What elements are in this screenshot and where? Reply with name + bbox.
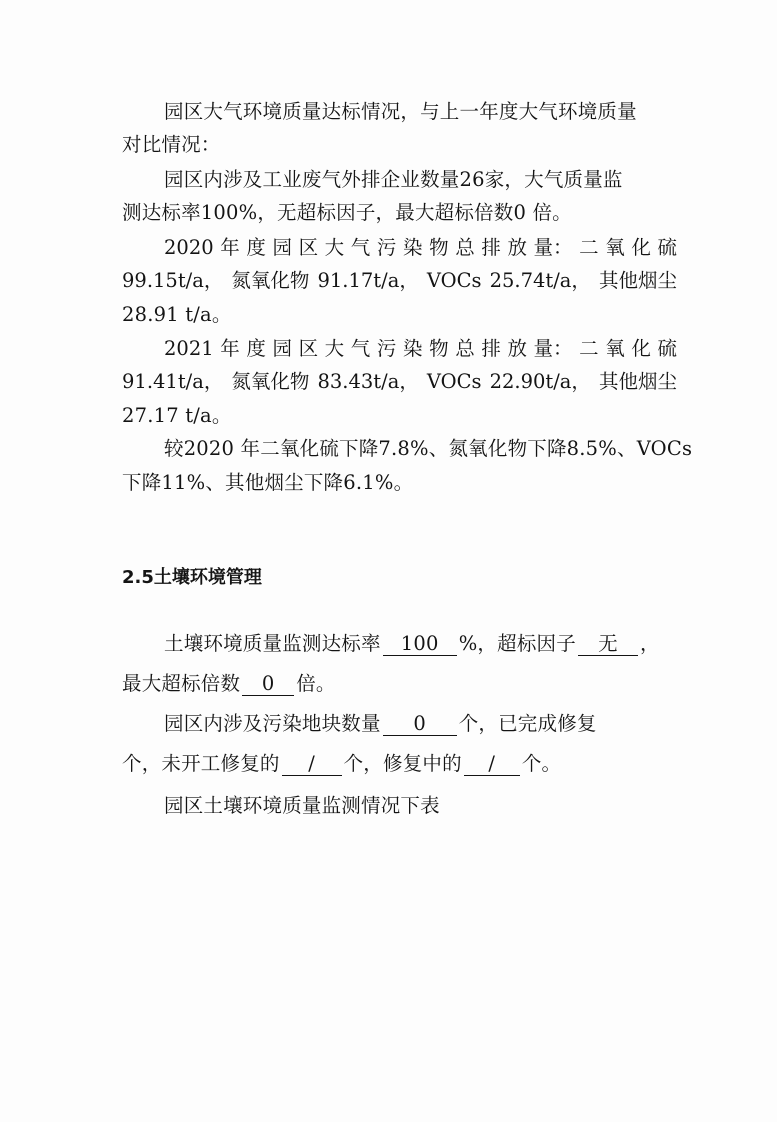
word: 气	[350, 236, 371, 259]
word: 总	[455, 236, 475, 259]
word: 2021	[164, 337, 214, 360]
plots-repaired-label: 个，已完成修复	[458, 712, 597, 735]
word: 污	[376, 337, 397, 360]
word: 排	[481, 236, 501, 259]
word: 度	[246, 236, 266, 259]
polluted-plots-line2	[122, 751, 561, 777]
word: 其他烟尘	[598, 370, 677, 393]
plots-in-progress-value: /	[464, 753, 520, 776]
word: 氧	[605, 236, 625, 259]
word: 氮氧化物	[231, 269, 310, 292]
word: 染	[403, 236, 423, 259]
polluted-plots-line1	[164, 711, 597, 737]
para-comparison-line2: 下降11%、其他烟尘下降6.1%。	[122, 471, 414, 494]
word: 区	[298, 236, 319, 259]
word: 物	[429, 337, 449, 360]
word: 83.43t/a，	[317, 370, 419, 393]
word: 91.17t/a，	[317, 269, 419, 292]
soil-line1-end: ，	[639, 632, 660, 655]
word: 量：	[533, 236, 573, 259]
plots-line2-end: 个。	[521, 752, 562, 775]
word: 大	[324, 337, 345, 360]
soil-factor-label: %，超标因子	[458, 632, 576, 655]
para-2020-emissions-line1	[164, 235, 677, 261]
soil-times-unit: 倍。	[296, 672, 336, 695]
soil-rate-label: 土壤环境质量监测达标率	[164, 632, 381, 655]
plots-count-value: 0	[383, 713, 457, 736]
plots-not-started-label: 个，未开工修复的	[122, 752, 280, 775]
soil-factor-value: 无	[578, 633, 638, 656]
soil-times-value: 0	[242, 673, 294, 696]
word: VOCs	[426, 269, 482, 292]
word: 园	[272, 337, 292, 360]
word: 总	[455, 337, 475, 360]
word: 年	[220, 236, 240, 259]
soil-table-intro: 园区土壤环境质量监测情况下表	[164, 794, 440, 817]
word: 放	[507, 236, 527, 259]
para-comparison-line1: 较2020 年二氧化硫下降7.8%、氮氧化物下降8.5%、VOCs	[164, 437, 693, 460]
section-heading: 2.5土壤环境管理	[122, 567, 262, 588]
para-2021-emissions-line1	[164, 336, 677, 362]
para-2021-emissions-line3: 27.17 t/a。	[122, 404, 232, 427]
para-air-quality-line2: 对比情况：	[122, 133, 221, 156]
plots-count-label: 园区内涉及污染地块数量	[164, 712, 381, 735]
word: 22.90t/a，	[489, 370, 591, 393]
word: 年	[220, 337, 240, 360]
para-enterprises-line2: 测达标率100%，无超标因子，最大超标倍数0 倍。	[122, 201, 572, 224]
para-2020-emissions-line2	[122, 268, 677, 294]
word: 园	[272, 236, 292, 259]
word: 化	[631, 337, 651, 360]
word: 99.15t/a，	[122, 269, 224, 292]
word: 排	[481, 337, 501, 360]
word: 氧	[605, 337, 625, 360]
word: 大	[324, 236, 345, 259]
word: 物	[429, 236, 449, 259]
plots-not-started-value: /	[282, 753, 342, 776]
soil-rate-value: 100	[383, 633, 457, 656]
plots-in-progress-label: 个，修复中的	[343, 752, 462, 775]
word: 91.41t/a，	[122, 370, 224, 393]
word: 放	[507, 337, 527, 360]
word: 化	[631, 236, 651, 259]
soil-quality-line1	[164, 631, 660, 657]
para-enterprises-line1: 园区内涉及工业废气外排企业数量26家，大气质量监	[164, 168, 623, 191]
word: 硫	[657, 236, 677, 259]
soil-quality-line2	[122, 671, 336, 697]
word: 25.74t/a，	[489, 269, 591, 292]
word: 氮氧化物	[231, 370, 310, 393]
word: 度	[246, 337, 266, 360]
word: 污	[376, 236, 397, 259]
word: 硫	[657, 337, 677, 360]
word: 二	[579, 236, 599, 259]
soil-times-label: 最大超标倍数	[122, 672, 241, 695]
word: 气	[350, 337, 371, 360]
word: 染	[403, 337, 423, 360]
para-2021-emissions-line2	[122, 369, 677, 395]
word: 其他烟尘	[598, 269, 677, 292]
word: 量：	[533, 337, 573, 360]
word: 二	[579, 337, 599, 360]
word: VOCs	[426, 370, 482, 393]
para-air-quality-line1: 园区大气环境质量达标情况，与上一年度大气环境质量	[164, 100, 637, 123]
para-2020-emissions-line3: 28.91 t/a。	[122, 303, 232, 326]
word: 2020	[164, 236, 214, 259]
word: 区	[298, 337, 319, 360]
